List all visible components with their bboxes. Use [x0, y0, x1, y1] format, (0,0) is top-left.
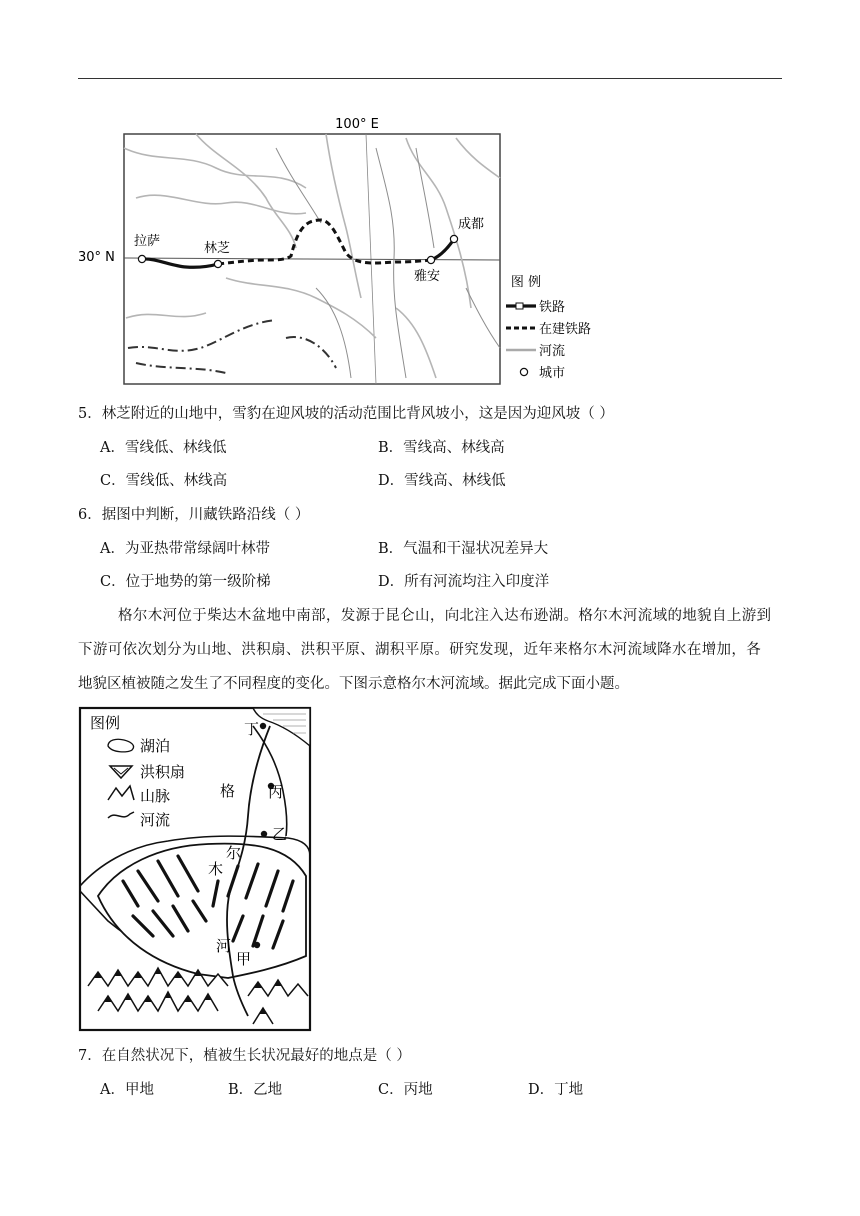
- sichuan-tibet-railway-map: [76, 108, 592, 388]
- question-6-stem: 6．据图中判断，川藏铁路沿线（ ）: [78, 507, 310, 523]
- passage-line-2: 下游可依次划分为山地、洪积扇、洪积平原、湖积平原。研究发现，近年来格尔木河流域降水在增加，各: [78, 642, 762, 658]
- question-7-option-b[interactable]: B．乙地: [228, 1082, 283, 1098]
- lhasa-marker: [138, 255, 145, 262]
- site-yi-marker: [261, 831, 267, 837]
- city-label-lhasa: 拉萨: [134, 234, 161, 249]
- question-6-option-d[interactable]: D．所有河流均注入印度洋: [378, 574, 550, 590]
- question-7-stem: 7．在自然状况下，植被生长状况最好的地点是（ ）: [78, 1048, 411, 1064]
- legend2-lake: 湖泊: [140, 737, 171, 755]
- river-char-3: 木: [208, 860, 224, 878]
- river-char-4: 河: [216, 937, 232, 955]
- question-5-option-c[interactable]: C．雪线低、林线高: [100, 473, 228, 489]
- yaan-marker: [427, 256, 434, 263]
- legend-railway-under-construction: 在建铁路: [539, 322, 592, 337]
- chengdu-marker: [450, 235, 457, 242]
- golmud-river-basin-map: [78, 706, 313, 1033]
- river-char-2: 尔: [226, 844, 242, 862]
- legend2-fan: 洪积扇: [140, 763, 186, 781]
- question-6-option-b[interactable]: B．气温和干湿状况差异大: [378, 541, 549, 557]
- question-7-option-c[interactable]: C．丙地: [378, 1082, 433, 1098]
- site-yi-label: 乙: [272, 825, 288, 843]
- city-label-chengdu: 成都: [458, 217, 485, 232]
- nyingchi-marker: [214, 260, 221, 267]
- legend-railway: 铁路: [539, 300, 566, 315]
- question-7-option-d[interactable]: D．丁地: [528, 1082, 584, 1098]
- city-label-nyingchi: 林芝: [204, 241, 231, 256]
- site-bing-label: 丙: [268, 783, 284, 801]
- site-ding-marker: [260, 723, 266, 729]
- legend-city: 城市: [539, 366, 566, 381]
- longitude-label: 100° E: [335, 117, 379, 132]
- legend2-mountain: 山脉: [140, 787, 171, 805]
- site-jia-marker: [254, 942, 260, 948]
- question-5-option-a[interactable]: A．雪线低、林线低: [100, 440, 227, 456]
- header-rule: [78, 78, 782, 79]
- passage-line-1: 格尔木河位于柴达木盆地中南部，发源于昆仑山，向北注入达布逊湖。格尔木河流域的地貌自上游到: [118, 608, 772, 624]
- latitude-label: 30° N: [78, 250, 115, 265]
- legend-river: 河流: [539, 344, 566, 359]
- site-ding-label: 丁: [244, 720, 260, 738]
- question-6-option-a[interactable]: A．为亚热带常绿阔叶林带: [100, 541, 270, 557]
- question-5-stem: 5．林芝附近的山地中，雪豹在迎风坡的活动范围比背风坡小，这是因为迎风坡（ ）: [78, 406, 614, 422]
- site-jia-label: 甲: [236, 950, 252, 968]
- river-char-1: 格: [220, 782, 236, 800]
- legend2-title: 图例: [90, 714, 121, 732]
- legend2-river: 河流: [140, 811, 171, 829]
- question-6-option-c[interactable]: C．位于地势的第一级阶梯: [100, 574, 271, 590]
- question-5-option-b[interactable]: B．雪线高、林线高: [378, 440, 505, 456]
- legend-title: 图 例: [510, 275, 542, 290]
- question-7-option-a[interactable]: A．甲地: [100, 1082, 154, 1098]
- passage-line-3: 地貌区植被随之发生了不同程度的变化。下图示意格尔木河流域。据此完成下面小题。: [78, 676, 629, 692]
- question-5-option-d[interactable]: D．雪线高、林线低: [378, 473, 506, 489]
- city-label-yaan: 雅安: [414, 269, 441, 284]
- map1-legend: [506, 275, 591, 381]
